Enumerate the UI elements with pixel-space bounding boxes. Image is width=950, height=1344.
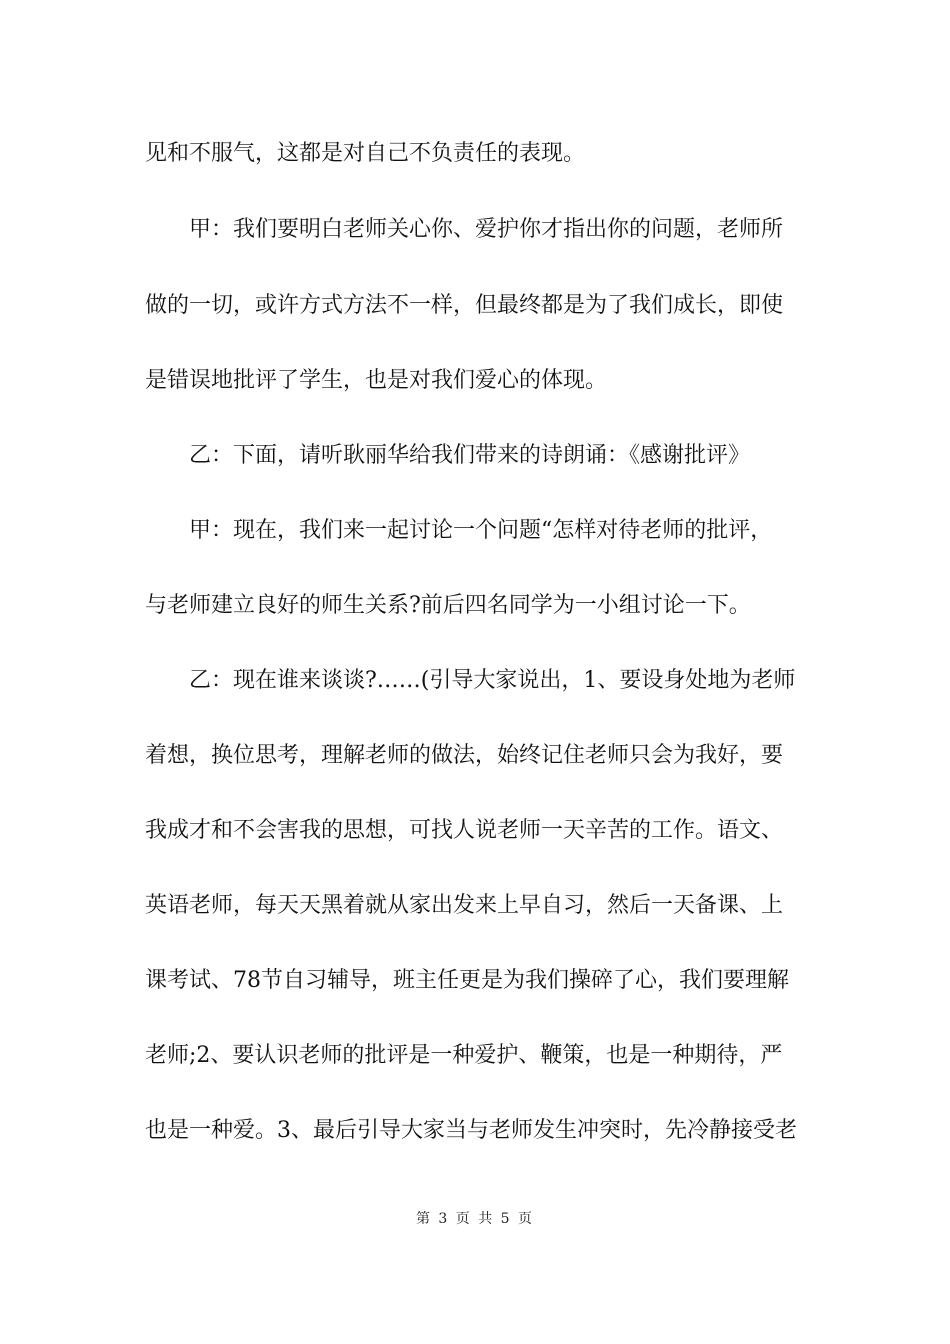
text-line: 做的一切，或许方式方法不一样，但最终都是为了我们成长，即使: [145, 293, 784, 318]
text-line: 老师;2、要认识老师的批评是一种爱护、鞭策，也是一种期待，严: [145, 1043, 783, 1068]
text-line: 是错误地批评了学生，也是对我们爱心的体现。: [145, 368, 608, 393]
text-line: 见和不服气，这都是对自己不负责任的表现。: [145, 141, 586, 166]
text-line: 也是一种爱。3、最后引导大家当与老师发生冲突时，先冷静接受老: [145, 1118, 797, 1143]
page-footer: 第 3 页 共 5 页: [415, 1211, 535, 1227]
text-line: 课考试、78节自习辅导，班主任更是为我们操碎了心，我们要理解: [145, 968, 789, 993]
text-line: 甲：现在，我们来一起讨论一个问题“怎样对待老师的批评，: [145, 518, 773, 543]
text-line: 与老师建立良好的师生关系?前后四名同学为一小组讨论一下。: [145, 593, 751, 618]
text-line: 着想，换位思考，理解老师的做法，始终记住老师只会为我好，要: [145, 743, 784, 768]
text-line: 我成才和不会害我的思想，可找人说老师一天辛苦的工作。语文、: [145, 818, 784, 843]
text-line: 乙：下面，请听耿丽华给我们带来的诗朗诵：《感谢批评》: [145, 443, 751, 468]
text-line: 英语老师，每天天黑着就从家出发来上早自习，然后一天备课、上: [145, 893, 784, 918]
text-line: 乙：现在谁来谈谈?……(引导大家说出，1、要设身处地为老师: [145, 668, 796, 693]
text-line: 甲：我们要明白老师关心你、爱护你才指出你的问题，老师所: [145, 217, 784, 242]
